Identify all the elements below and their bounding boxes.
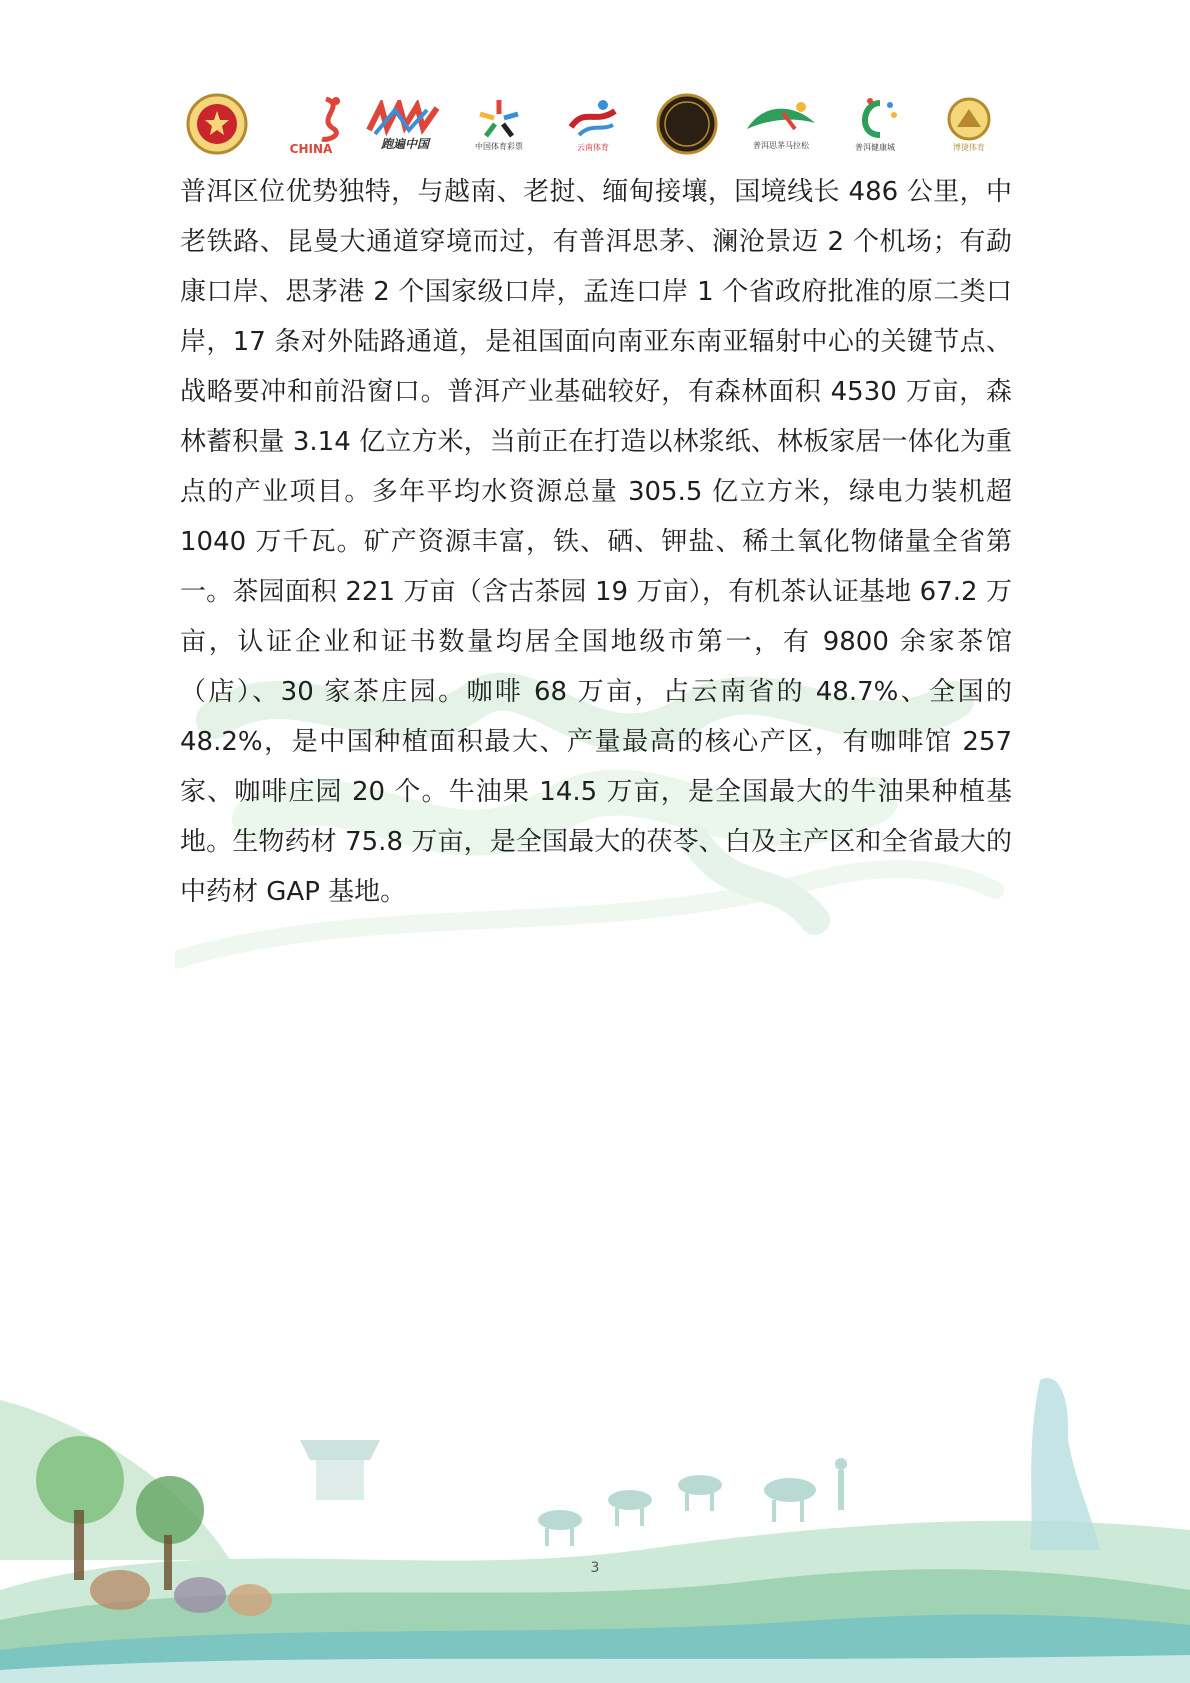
chinese-athletics-association-logo	[178, 89, 256, 159]
bojie-sports-logo	[930, 89, 1008, 159]
china-marathon-logo	[272, 89, 350, 159]
logo-caption: 博捷体育	[953, 142, 985, 152]
logo-caption: 中国体育彩票	[475, 141, 523, 151]
yunnan-sports-logo	[554, 89, 632, 159]
logo-caption: CHINA	[289, 141, 333, 156]
puer-simao-marathon-logo	[742, 89, 820, 159]
page-number: 3	[590, 1560, 600, 1576]
logo-caption: 云南体育	[577, 142, 609, 152]
logo-bar	[178, 88, 1008, 160]
puer-health-city-logo	[836, 89, 914, 159]
logo-caption: 普洱健康城	[855, 142, 895, 152]
yunnan-athletics-association-logo	[648, 89, 726, 159]
footer-landscape	[0, 1360, 1190, 1683]
body-paragraph: 普洱区位优势独特，与越南、老挝、缅甸接壤，国境线长 486 公里，中老铁路、昆曼大通道穿境而过，有普洱思茅、澜沧景迈 2 个机场；有勐康口岸、思茅港 2 个国家级口岸，孟连口岸 1 个省政府批准的原二类口岸，17 条对外陆路通道，是祖国面向南亚东南亚辐射中心的关键节点、战略要冲和前沿窗口。普洱产业基础较好，有森林面积 4530 万亩，森林蓄积量 3.14 亿立方米，当前正在打造以林浆纸、林板家居一体化为重点的产业项目。多年平均水资源总量 305.5 亿立方米，绿电力装机超 1040 万千瓦。矿产资源丰富，铁、硒、钾盐、稀土氧化物储量全省第一。茶园面积 221 万亩（含古茶园 19 万亩），有机茶认证基地 67.2 万亩，认证企业和证书数量均居全国地级市第一，有 9800 余家茶馆（店）、30 家茶庄园。咖啡 68 万亩，占云南省的 48.7%、全国的 48.2%，是中国种植面积最大、产量最高的核心产区，有咖啡馆 257 家、咖啡庄园 20 个。牛油果 14.5 万亩，是全国最大的牛油果种植基地。生物药材 75.8 万亩，是全国最大的茯苓、白及主产区和全省最大的中药材 GAP 基地。	[180, 177, 1012, 907]
logo-caption: 跑遍中国	[380, 136, 429, 151]
run-china-logo	[366, 89, 444, 159]
logo-caption: 普洱思茅马拉松	[753, 140, 809, 150]
china-sports-lottery-logo	[460, 89, 538, 159]
